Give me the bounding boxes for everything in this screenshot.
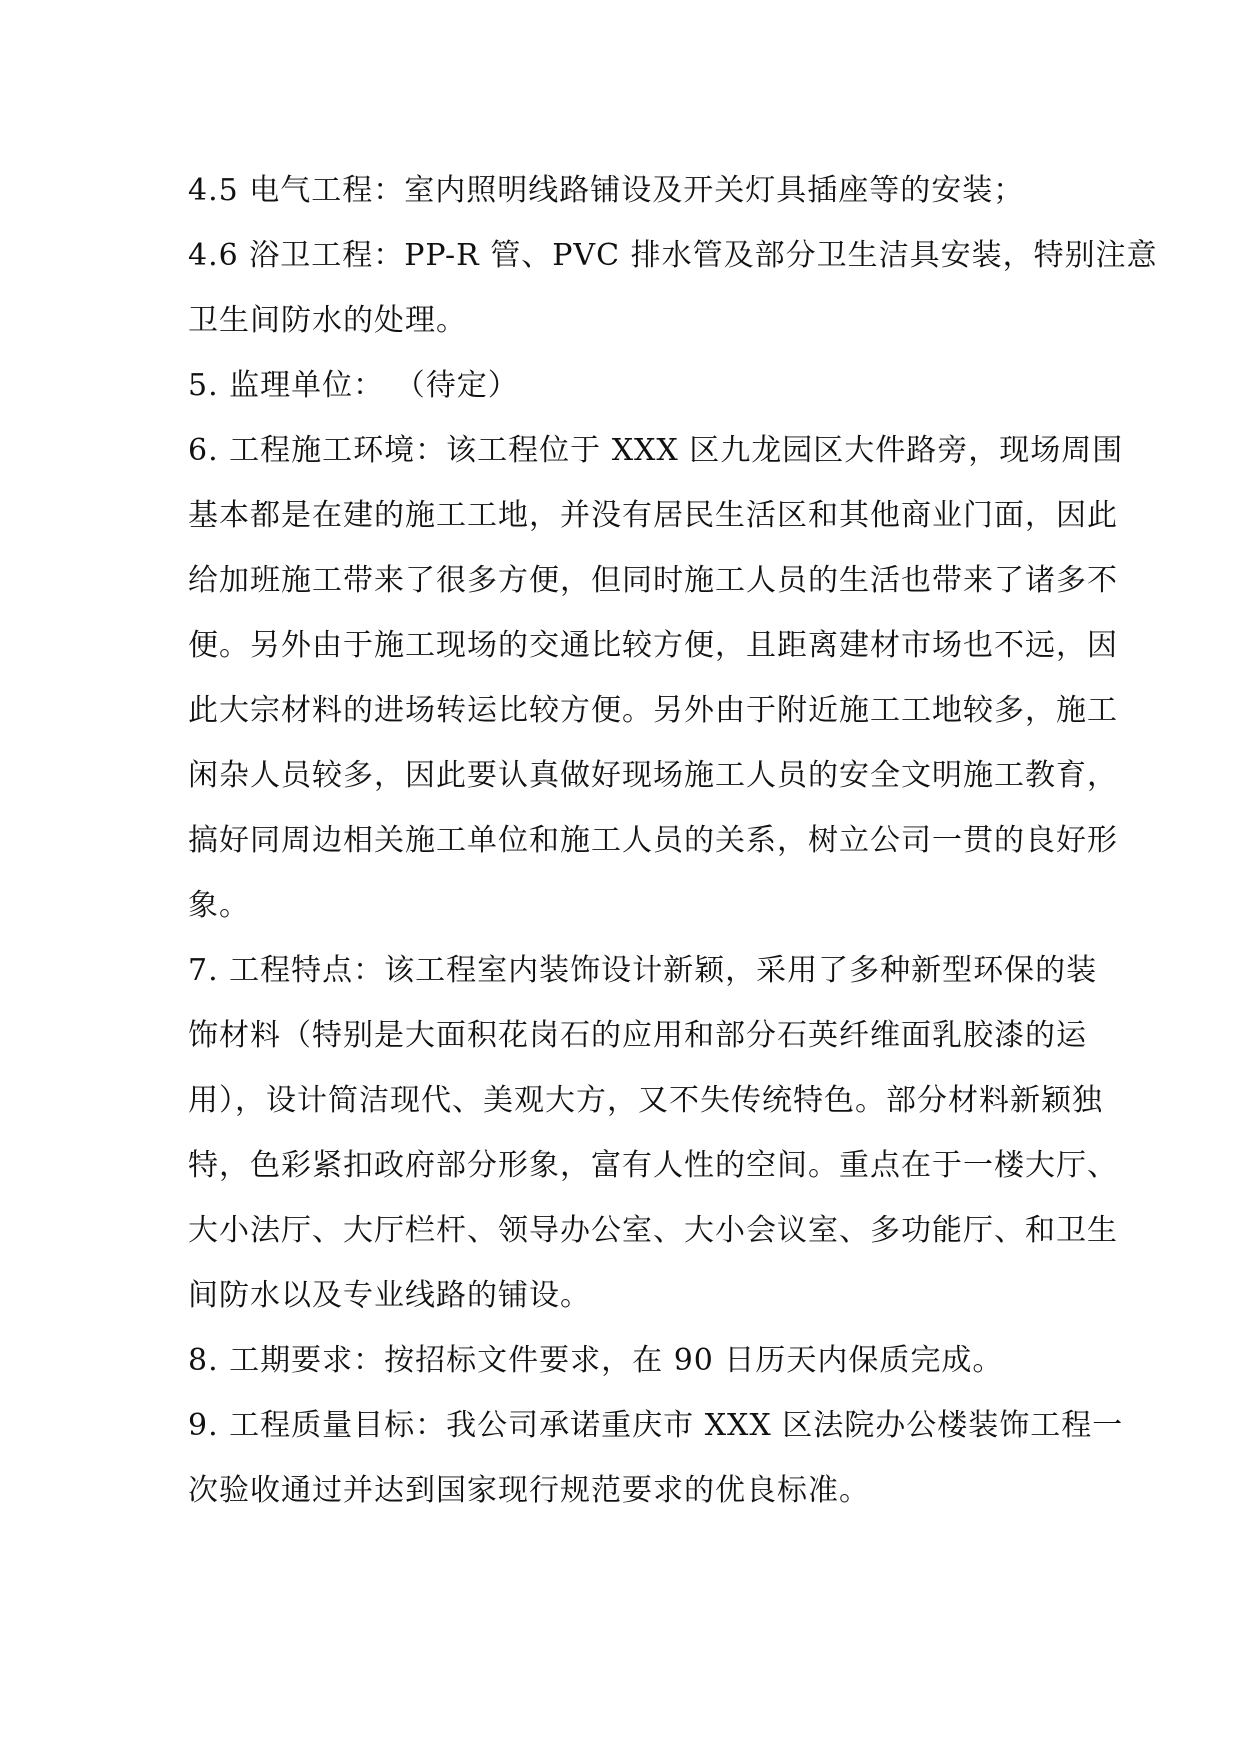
text-line: 卫生间防水的处理。 <box>188 303 467 338</box>
paragraph-sanitary <box>188 223 1158 353</box>
text-line: 搞好同周边相关施工单位和施工人员的关系，树立公司一贯的良好形 <box>188 823 1118 858</box>
text-line: 次验收通过并达到国家现行规范要求的优良标准。 <box>188 1473 870 1508</box>
text-line: 象。 <box>188 888 250 923</box>
text-line: 6. 工程施工环境：该工程位于 XXX 区九龙园区大件路旁，现场周围 <box>188 433 1124 468</box>
text-line: 用），设计简洁现代、美观大方，又不失传统特色。部分材料新颖独 <box>188 1083 1103 1118</box>
paragraph-features <box>188 938 1118 1328</box>
text-line: 便。另外由于施工现场的交通比较方便，且距离建材市场也不远，因 <box>188 628 1118 663</box>
text-line: 4.5 电气工程：室内照明线路铺设及开关灯具插座等的安装； <box>188 173 1025 208</box>
text-line: 饰材料（特别是大面积花岗石的应用和部分石英纤维面乳胶漆的运 <box>188 1018 1087 1053</box>
text-line: 基本都是在建的施工工地，并没有居民生活区和其他商业门面，因此 <box>188 498 1118 533</box>
text-line: 8. 工期要求：按招标文件要求，在 90 日历天内保质完成。 <box>188 1343 1004 1378</box>
text-line: 此大宗材料的进场转运比较方便。另外由于附近施工工地较多，施工 <box>188 693 1118 728</box>
text-line: 闲杂人员较多，因此要认真做好现场施工人员的安全文明施工教育， <box>188 758 1118 793</box>
text-line: 4.6 浴卫工程：PP-R 管、PVC 排水管及部分卫生洁具安装，特别注意 <box>188 238 1158 273</box>
paragraph-schedule <box>188 1328 1058 1393</box>
paragraph-quality <box>188 1393 1124 1523</box>
document-body <box>188 158 1158 1523</box>
text-line: 9. 工程质量目标：我公司承诺重庆市 XXX 区法院办公楼装饰工程一 <box>188 1408 1124 1443</box>
paragraph-supervisor <box>188 353 1058 418</box>
text-line: 给加班施工带来了很多方便，但同时施工人员的生活也带来了诸多不 <box>188 563 1118 598</box>
paragraph-electrical <box>188 158 1058 223</box>
text-line: 间防水以及专业线路的铺设。 <box>188 1278 591 1313</box>
text-line: 特，色彩紧扣政府部分形象，富有人性的空间。重点在于一楼大厅、 <box>188 1148 1118 1183</box>
text-line: 5. 监理单位： （待定） <box>188 368 519 403</box>
paragraph-environment <box>188 418 1124 938</box>
text-line: 大小法厅、大厅栏杆、领导办公室、大小会议室、多功能厅、和卫生 <box>188 1213 1118 1248</box>
text-line: 7. 工程特点：该工程室内装饰设计新颖，采用了多种新型环保的装 <box>188 953 1098 988</box>
